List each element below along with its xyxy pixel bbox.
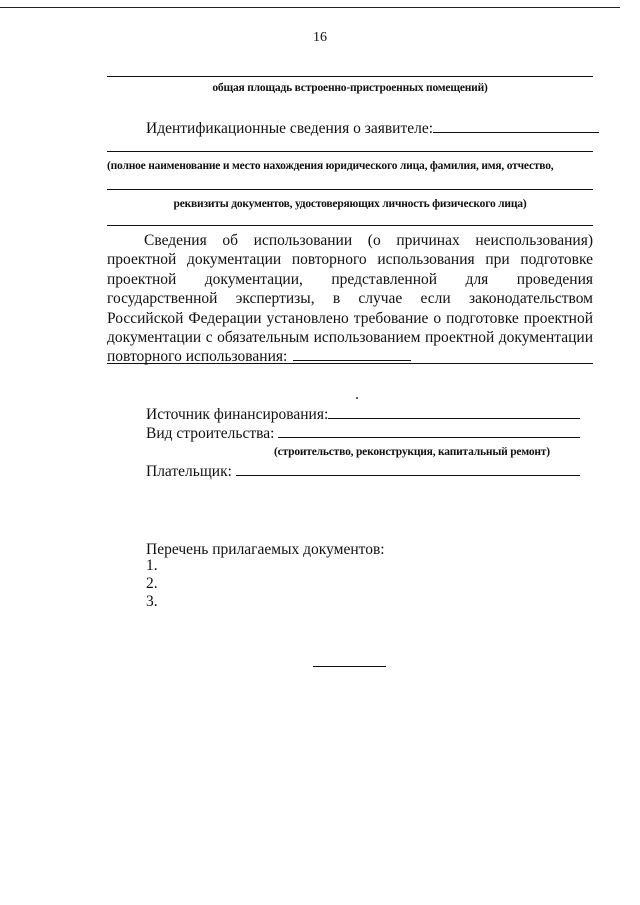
reuse-field-line[interactable] [107,363,593,364]
payer-row [146,462,580,481]
applicant-caption-1: (полное наименование и место нахождения юридического лица, фамилия, имя, отчество, [107,160,554,172]
applicant-field-line-3 [107,225,593,226]
end-separator-line [313,666,386,667]
documents-item-3: 3. [146,593,158,610]
applicant-section [146,119,599,138]
funding-label: Источник финансирования: [146,406,329,423]
area-field-line [107,76,593,77]
stray-mark [356,397,358,399]
construction-row [146,424,580,443]
payer-label: Плательщик: [146,463,232,480]
payer-input-line[interactable] [236,474,580,476]
reuse-input-line[interactable] [293,359,411,361]
applicant-field-line-2[interactable] [107,189,593,190]
area-caption: общая площадь встроенно-пристроенных помещений) [212,82,488,94]
applicant-input-line[interactable] [433,131,599,133]
funding-input-line[interactable] [328,417,580,419]
reuse-paragraph: Сведения об использовании (о причинах неиспользования) проектной документации повторного использования при подготовке проектной документации, представленной для проведения государственной экспертизы, в случае если законодательством Российской Федерации установлено требование о подготовке проектной документации с обязательным использованием проектной документации повторного использования: [107,232,593,366]
documents-item-2: 2. [146,575,158,592]
applicant-caption-2: реквизиты документов, удостоверяющих личность физического лица) [173,198,527,210]
page-number: 16 [313,30,327,45]
top-edge-line [0,7,620,8]
documents-title: Перечень прилагаемых документов: [146,541,385,558]
reuse-paragraph-block [107,231,593,367]
documents-item-1: 1. [146,557,158,574]
funding-row [146,405,580,424]
construction-label: Вид строительства: [146,425,275,442]
applicant-field-line-1[interactable] [107,151,593,152]
applicant-label: Идентификационные сведения о заявителе: [146,120,434,137]
construction-input-line[interactable] [278,436,580,438]
construction-caption: (строительство, реконструкция, капитальный ремонт) [274,446,550,458]
